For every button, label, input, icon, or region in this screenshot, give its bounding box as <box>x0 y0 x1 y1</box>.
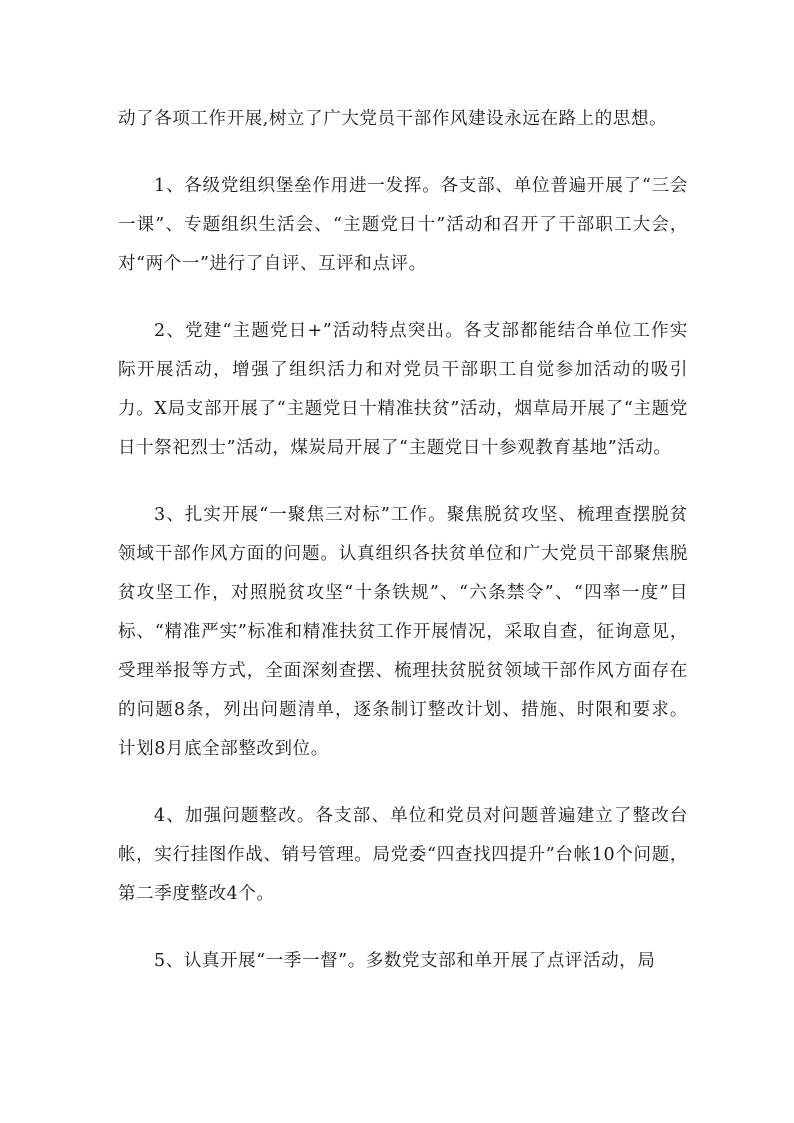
document-body <box>118 100 688 1009</box>
paragraph-item-5: 5、认真开展“一季一督”。多数党支部和单开展了点评活动，局 <box>154 951 656 971</box>
paragraph-item-1: 1、各级党组织堡垒作用进一发挥。各支部、单位普遍开展了“三会一课”、专题组织生活会、“主题党日十”活动和召开了干部职工大会，对“两个一”进行了自评、互评和点评。 <box>118 176 688 274</box>
paragraph-continuation: 动了各项工作开展,树立了广大党员干部作风建设永远在路上的思想。 <box>118 109 668 129</box>
paragraph-item-2: 2、党建“主题党日+”活动特点突出。各支部都能结合单位工作实际开展活动，增强了组织活力和对党员干部职工自觉参加活动的吸引力。X局支部开展了“主题党日十精准扶贫”活动，烟草局开展了“主题党日十祭祀烈士”活动，煤炭局开展了“主题党日十参观教育基地”活动。 <box>118 321 688 458</box>
paragraph-item-4: 4、加强问题整改。各支部、单位和党员对问题普遍建立了整改台帐，实行挂图作战、销号管理。局党委“四查找四提升”台帐10个问题，第二季度整改4个。 <box>118 806 688 904</box>
paragraph-item-3: 3、扎实开展“一聚焦三对标”工作。聚焦脱贫攻坚、梳理查摆脱贫领域干部作风方面的问题。认真组织各扶贫单位和广大党员干部聚焦脱贫攻坚工作，对照脱贫攻坚“十条铁规”、“六条禁令”、“四率一度”目标、“精准严实”标准和精准扶贫工作开展情况，采取自查，征询意见，受理举报等方式，全面深刻查摆、梳理扶贫脱贫领域干部作风方面存在的问题8条，列出问题清单，逐条制订整改计划、措施、时限和要求。计划8月底全部整改到位。 <box>118 505 688 759</box>
